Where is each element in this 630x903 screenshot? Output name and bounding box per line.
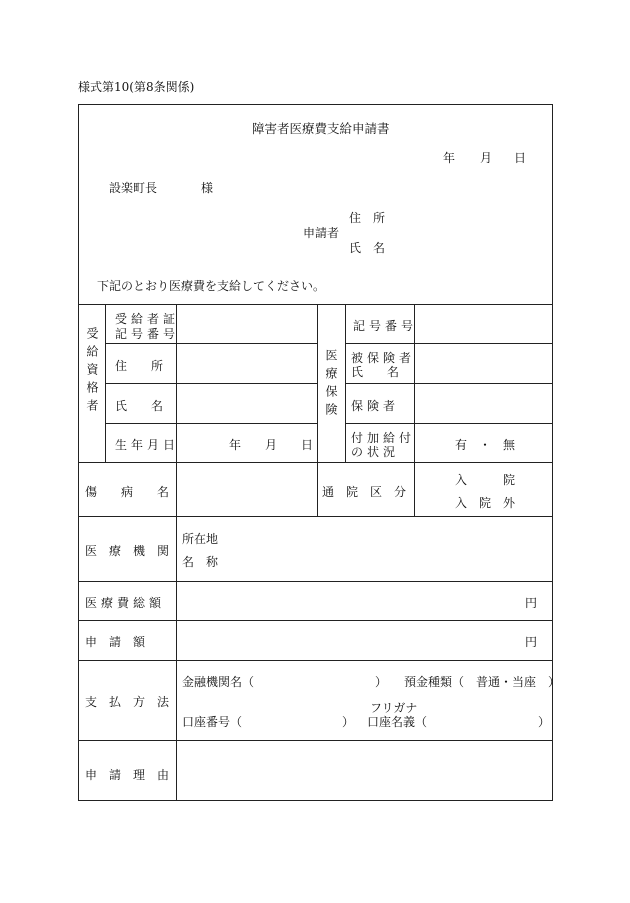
addressee-honorific: 様 xyxy=(201,181,214,195)
benefit-label-2: の状況 xyxy=(351,445,400,459)
birth-year-label: 年 xyxy=(229,438,242,452)
rule-5 xyxy=(79,516,552,517)
claim-label: 申 請 額 xyxy=(85,635,146,649)
rule-insurance-1 xyxy=(345,343,552,344)
benefit-label-1: 付加給付 xyxy=(351,431,416,445)
account-name-close: ） xyxy=(538,715,551,729)
col-label-main xyxy=(176,304,177,800)
visit-label: 通 院 区 分 xyxy=(322,485,407,499)
bank-name-close: ） xyxy=(375,675,388,689)
reason-label: 申 請 理 由 xyxy=(85,768,170,782)
rule-insurance-2 xyxy=(345,383,552,384)
insurance-symbol-number-label: 記号番号 xyxy=(353,319,418,333)
benefit-value: 有 ・ 無 xyxy=(455,438,516,452)
rule-recipient-1 xyxy=(105,343,317,344)
applicant-name-label: 氏 名 xyxy=(349,241,386,255)
visit-inpatient: 入 院 xyxy=(455,473,516,487)
total-unit: 円 xyxy=(525,596,538,610)
bank-name-label: 金融機関名（ xyxy=(182,675,255,689)
cert-number-label-2: 記号番号 xyxy=(115,327,180,341)
institution-location-label: 所在地 xyxy=(182,532,219,546)
col-insurance-left xyxy=(317,304,318,516)
rule-recipient-2 xyxy=(105,383,317,384)
insurer-label: 保険者 xyxy=(351,399,400,413)
insurance-group-label: 医療保険 xyxy=(324,349,338,421)
furigana-label: フリガナ xyxy=(370,701,418,715)
insured-label-2: 氏 名 xyxy=(351,365,400,379)
visit-outpatient: 入 院 外 xyxy=(455,496,516,510)
date-month-label: 月 xyxy=(480,151,493,165)
total-label: 医療費総額 xyxy=(85,596,166,610)
account-name-label: 口座名義（ xyxy=(367,715,428,729)
recipient-address-label: 住 所 xyxy=(115,359,164,373)
deposit-type-label: 預金種類（ 普通・当座 ） xyxy=(404,675,561,689)
rule-6 xyxy=(79,581,552,582)
institution-name-label: 名 称 xyxy=(182,555,219,569)
cert-number-label-1: 受給者証 xyxy=(115,312,180,326)
payment-label: 支 払 方 法 xyxy=(85,695,170,709)
account-number-close: ） xyxy=(342,715,355,729)
rule-insurance-3 xyxy=(345,423,552,424)
col-insurance-value xyxy=(414,304,415,516)
request-text: 下記のとおり医療費を支給してください。 xyxy=(97,279,326,293)
account-number-label: 口座番号（ xyxy=(182,715,243,729)
form-number: 様式第10(第8条関係) xyxy=(78,80,195,94)
institution-label: 医 療 機 関 xyxy=(85,544,170,558)
applicant-address-label: 住 所 xyxy=(349,211,386,225)
rule-top xyxy=(79,304,552,305)
rule-8 xyxy=(79,660,552,661)
col-insurance-group xyxy=(345,304,346,462)
date-year-label: 年 xyxy=(443,151,456,165)
recipient-group-label: 受給資格者 xyxy=(85,327,99,417)
recipient-birth-label: 生年月日 xyxy=(115,438,180,452)
date-day-label: 日 xyxy=(514,151,527,165)
application-form xyxy=(78,104,561,801)
insured-label-1: 被保険者 xyxy=(351,351,416,365)
birth-day-label: 日 xyxy=(301,438,314,452)
rule-4 xyxy=(79,462,552,463)
birth-month-label: 月 xyxy=(265,438,278,452)
applicant-label: 申請者 xyxy=(303,226,340,240)
claim-unit: 円 xyxy=(525,635,538,649)
addressee-name: 設楽町長 xyxy=(109,181,158,195)
rule-7 xyxy=(79,620,552,621)
rule-recipient-3 xyxy=(105,423,317,424)
form-title: 障害者医療費支給申請書 xyxy=(252,121,390,136)
injury-label: 傷 病 名 xyxy=(85,485,170,499)
recipient-name-label: 氏 名 xyxy=(115,399,164,413)
col-recipient-group xyxy=(105,304,106,462)
rule-9 xyxy=(79,740,552,741)
